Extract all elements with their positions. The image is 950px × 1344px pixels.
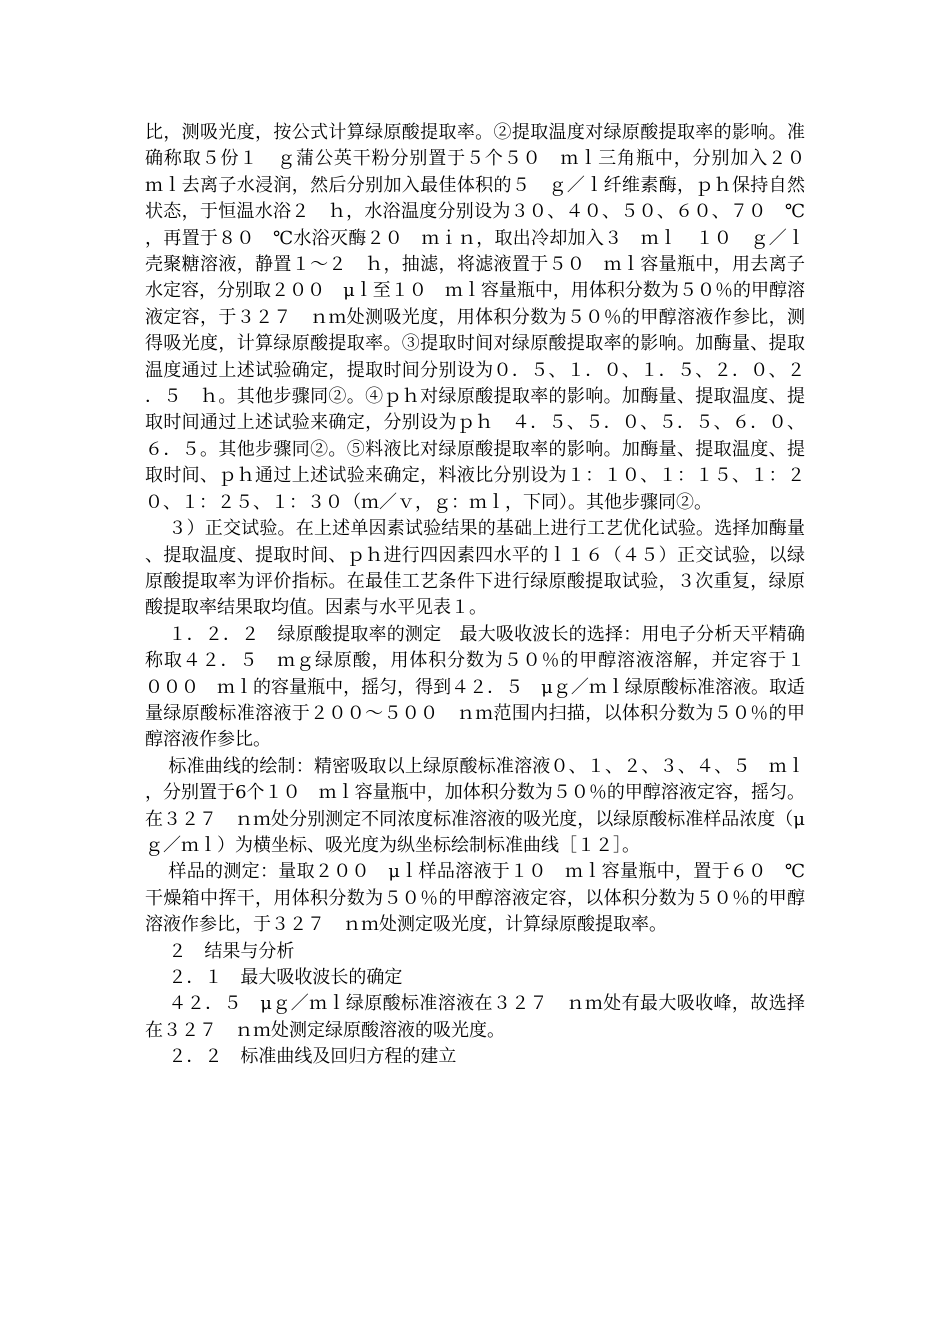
subsection-heading-max-absorption: ２．１ 最大吸收波长的确定	[168, 967, 403, 988]
paragraph-max-absorption: ４２．５ μｇ／ｍｌ绿原酸标准溶液在３２７ ｎｍ处有最大吸收峰，故选择在３２７ ｎｍ处测定绿原酸溶液的吸光度。	[145, 993, 805, 1041]
paragraph-extraction-rate-determination: １．２．２ 绿原酸提取率的测定 最大吸收波长的选择：用电子分析天平精确称取４２．５ ｍｇ绿原酸，用体积分数为５０％的甲醇溶液溶解，并定容于１ ０００ ｍｌ的容量瓶中，摇匀，得到４２．５ μｇ／ｍｌ绿原酸标准溶液。取适量绿原酸标准溶液于２００～５００ ｎｍ范围内扫描，以体积分数为５０％的甲醇溶液作参比。	[145, 623, 823, 751]
paragraph-orthogonal-test: ３）正交试验。在上述单因素试验结果的基础上进行工艺优化试验。选择加酶量、提取温度、提取时间、ｐｈ进行四因素四水平的ｌ１６（４５）正交试验，以绿原酸提取率为评价指标。在最佳工艺条件下进行绿原酸提取试验，３次重复，绿原酸提取率结果取均值。因素与水平见表１。	[145, 518, 805, 619]
paragraph-continued-method: 比，测吸光度，按公式计算绿原酸提取率。②提取温度对绿原酸提取率的影响。准确称取５份１ ｇ蒲公英干粉分别置于５个５０ ｍｌ三角瓶中，分别加入２０ ｍｌ去离子水浸润，然后分别加入最佳体积的５ ｇ／ｌ纤维素酶，ｐｈ保持自然状态，于恒温水浴２ ｈ，水浴温度分别设为３０、４０、５０、６０、７０ ℃，再置于８０ ℃水浴灭酶２０ ｍｉｎ，取出冷却加入３ ｍｌ １０ ｇ／ｌ壳聚糖溶液，静置１～２ ｈ，抽滤，将滤液置于５０ ｍｌ容量瓶中，用去离子水定容，分别取２００ μｌ至１０ ｍｌ容量瓶中，用体积分数为５０％的甲醇溶液定容，于３２７ ｎｍ处测吸光度，用体积分数为５０％的甲醇溶液作参比，测得吸光度，计算绿原酸提取率。③提取时间对绿原酸提取率的影响。加酶量、提取温度通过上述试验确定，提取时间分别设为０．５、１．０、１．５、２．０、２．５ ｈ。其他步骤同②。④ｐｈ对绿原酸提取率的影响。加酶量、提取温度、提取时间通过上述试验来确定，分别设为ｐｈ ４．５、５．０、５．５、６．０、６．５。其他步骤同②。⑤料液比对绿原酸提取率的影响。加酶量、提取温度、提取时间、ｐｈ通过上述试验来确定，料液比分别设为１：１０、１：１５、１：２０、１：２５、１：３０（ｍ／ｖ，ｇ：ｍｌ，下同）。其他步骤同②。	[145, 122, 823, 513]
document-page	[145, 120, 823, 1071]
subsection-heading-standard-curve: ２．２ 标准曲线及回归方程的建立	[168, 1046, 457, 1068]
paragraph-standard-curve: 标准曲线的绘制：精密吸取以上绿原酸标准溶液０、１、２、３、４、５ ｍｌ，分别置于6个１０ ｍｌ容量瓶中，加体积分数为５０％的甲醇溶液定容，摇匀。在３２７ ｎｍ处分别测定不同浓度标准溶液的吸光度，以绿原酸标准样品浓度（μｇ／ｍｌ）为横坐标、吸光度为纵坐标绘制标准曲线［１２］。	[145, 755, 805, 856]
paragraph-sample-determination: 样品的测定：量取２００ μｌ样品溶液于１０ ｍｌ容量瓶中，置于６０ ℃干燥箱中挥干，用体积分数为５０％的甲醇溶液定容，以体积分数为５０％的甲醇溶液作参比，于３２７ ｎｍ处测定吸光度，计算绿原酸提取率。	[145, 861, 805, 936]
section-heading-results: ２ 结果与分析	[168, 940, 295, 962]
